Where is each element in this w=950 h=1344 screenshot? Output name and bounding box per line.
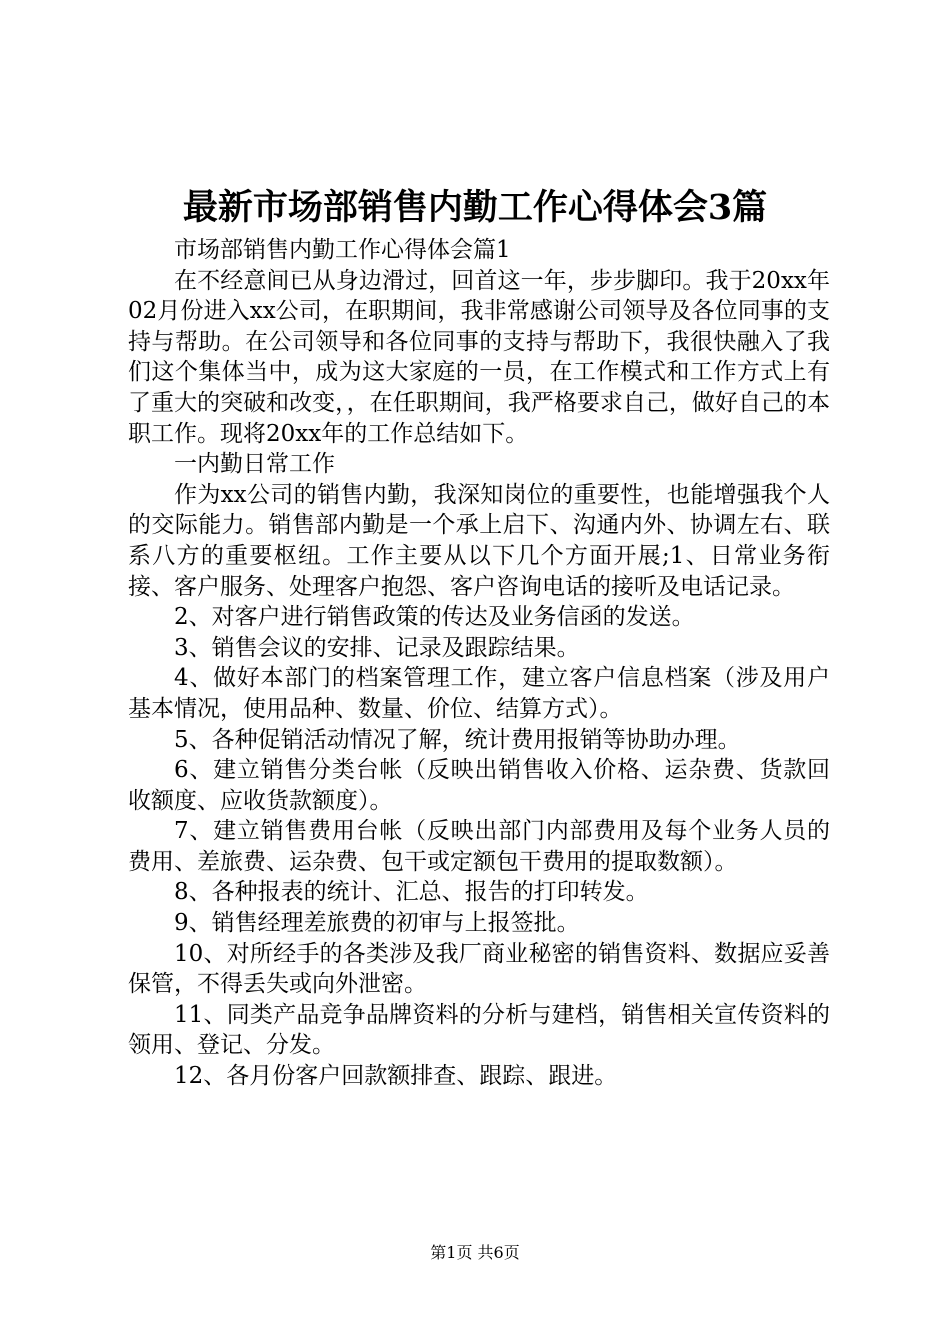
paragraph: 在不经意间已从身边滑过，回首这一年，步步脚印。我于20xx年02月份进入xx公司，在职期间，我非常感谢公司领导及各位同事的支持与帮助。在公司领导和各位同事的支持与帮助下，我很快融入了我们这个集体当中，成为这大家庭的一员，在工作模式和工作方式上有了重大的突破和改变，，在任职期间，我严格要求自己，做好自己的本职工作。现将20xx年的工作总结如下。 [128, 267, 830, 447]
list-item: 3、销售会议的安排、记录及跟踪结果。 [174, 634, 580, 661]
list-item: 10、对所经手的各类涉及我厂商业秘密的销售资料、数据应妥善保管，不得丢失或向外泄密。 [128, 940, 830, 998]
list-item: 6、建立销售分类台帐（反映出销售收入价格、运杂费、货款回收额度、应收货款额度）。 [128, 757, 830, 814]
page-number: 第1页 共6页 [430, 1243, 520, 1262]
list-item: 8、各种报表的统计、汇总、报告的打印转发。 [174, 879, 649, 906]
paragraph: 作为xx公司的销售内勤，我深知岗位的重要性，也能增强我个人的交际能力。销售部内勤是一个承上启下、沟通内外、协调左右、联系八方的重要枢纽。工作主要从以下几个方面开展;1、日常业务衔接、客户服务、处理客户抱怨、客户咨询电话的接听及电话记录。 [128, 481, 830, 600]
list-item: 11、同类产品竞争品牌资料的分析与建档，销售相关宣传资料的领用、登记、分发。 [128, 1001, 830, 1059]
list-item: 4、做好本部门的档案管理工作，建立客户信息档案（涉及用户基本情况，使用品种、数量、价位、结算方式）。 [128, 665, 830, 722]
list-item: 5、各种促销活动情况了解，统计费用报销等协助办理。 [174, 726, 741, 753]
list-item: 2、对客户进行销售政策的传达及业务信函的发送。 [174, 604, 695, 631]
list-item: 9、销售经理差旅费的初审与上报签批。 [174, 910, 580, 937]
list-item: 12、各月份客户回款额排查、跟踪、跟进。 [174, 1063, 618, 1090]
document-title: 最新市场部销售内勤工作心得体会3篇 [182, 187, 768, 228]
list-item: 7、建立销售费用台帐（反映出部门内部费用及每个业务人员的费用、差旅费、运杂费、包干或定额包干费用的提取数额）。 [128, 818, 830, 875]
section-heading: 一内勤日常工作 [174, 451, 335, 478]
document-body [128, 235, 830, 1092]
section-heading: 市场部销售内勤工作心得体会篇1 [174, 237, 511, 263]
